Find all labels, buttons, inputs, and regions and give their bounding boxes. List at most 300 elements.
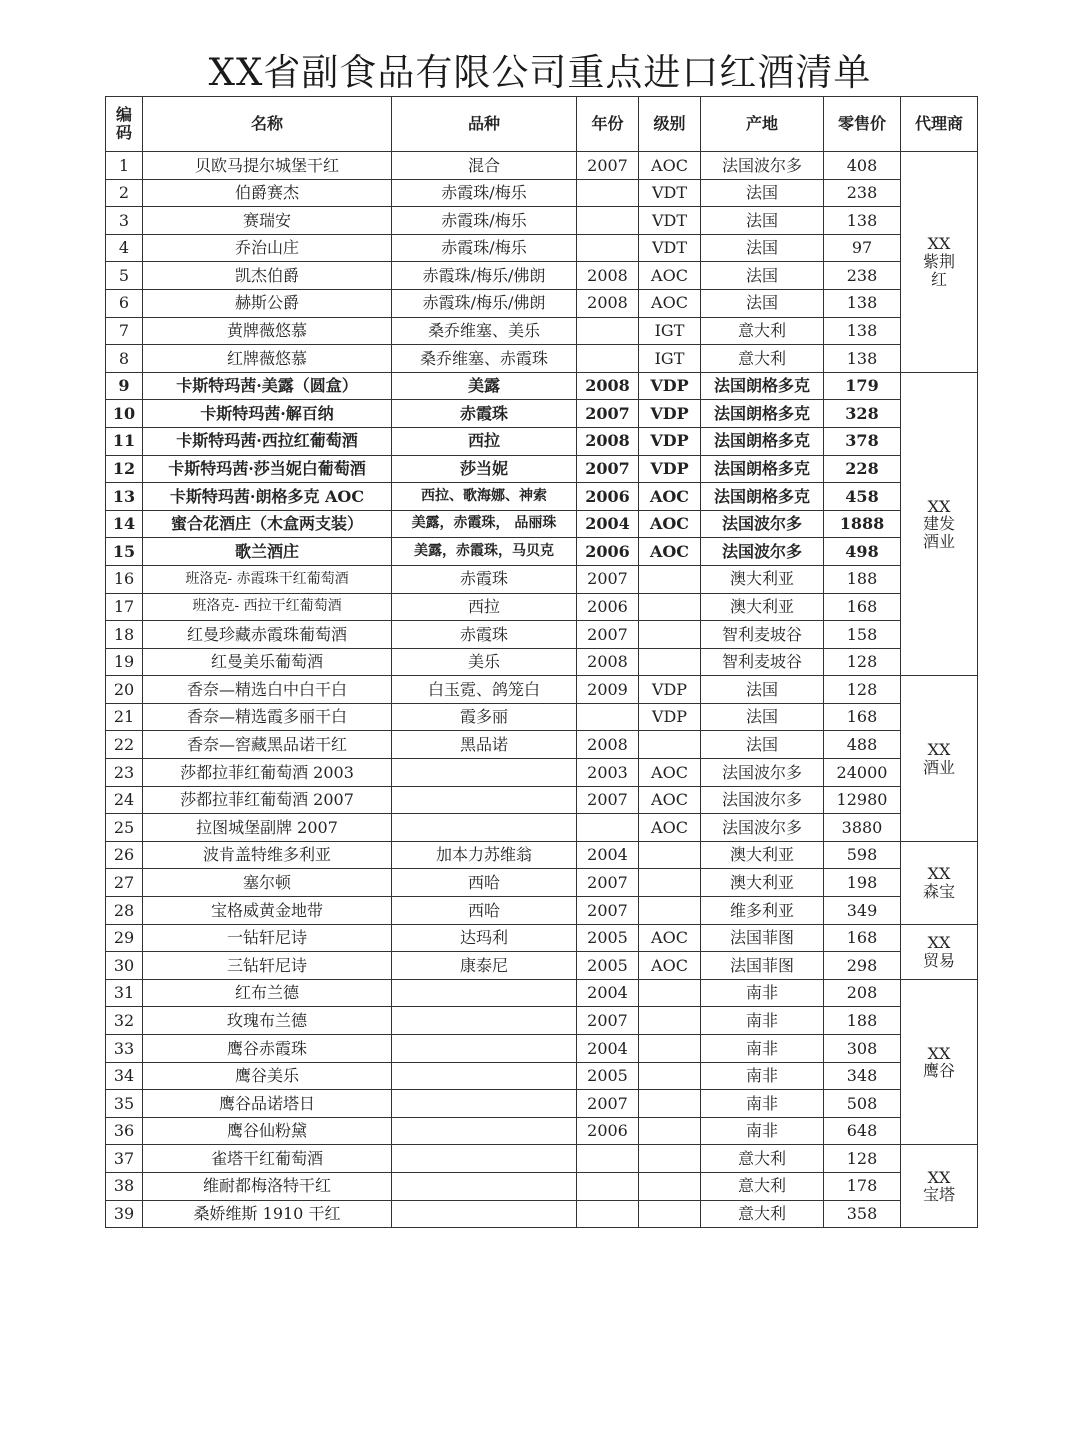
table-row [106,1145,978,1173]
cell-origin: 南非 [701,1117,824,1145]
cell-origin: 意大利 [701,1200,824,1228]
table-row [106,759,978,787]
cell-price: 24000 [824,759,901,787]
cell-origin: 南非 [701,1035,824,1063]
cell-grade [639,841,701,869]
table-row [106,1172,978,1200]
table-row [106,1062,978,1090]
cell-name: 歌兰酒庄 [143,538,392,566]
cell-origin: 法国菲图 [701,924,824,952]
cell-price: 598 [824,841,901,869]
cell-price: 348 [824,1062,901,1090]
cell-year [577,207,639,235]
cell-code: 39 [106,1200,143,1228]
cell-origin: 意大利 [701,345,824,373]
cell-variety: 霞多丽 [392,703,577,731]
agent-name-line: XX [927,864,951,884]
cell-price: 458 [824,483,901,511]
cell-name: 红牌薇悠慕 [143,345,392,373]
cell-price: 188 [824,1007,901,1035]
header-code-line2: 码 [115,123,132,142]
agent-name-line: XX [927,496,951,516]
cell-origin: 法国 [701,234,824,262]
cell-code: 36 [106,1117,143,1145]
cell-year: 2007 [577,455,639,483]
cell-code: 14 [106,510,143,538]
cell-name: 拉图城堡副牌 2007 [143,814,392,842]
agent-name-line: 酒业 [922,531,955,551]
cell-variety [392,979,577,1007]
cell-price: 128 [824,1145,901,1173]
cell-grade: VDP [639,703,701,731]
cell-code: 1 [106,152,143,180]
table-row [106,372,978,400]
cell-name: 莎都拉菲红葡萄酒 2003 [143,759,392,787]
agent-name-line: 建发 [922,514,955,534]
table-row [106,676,978,704]
cell-origin: 法国 [701,289,824,317]
cell-code: 19 [106,648,143,676]
cell-variety: 美露 [392,372,577,400]
cell-name: 三钻轩尼诗 [143,952,392,980]
cell-grade: AOC [639,289,701,317]
cell-year: 2004 [577,510,639,538]
table-row [106,289,978,317]
cell-name: 莎都拉菲红葡萄酒 2007 [143,786,392,814]
cell-year: 2003 [577,759,639,787]
cell-grade [639,1090,701,1118]
cell-price: 648 [824,1117,901,1145]
cell-variety [392,786,577,814]
cell-variety [392,1200,577,1228]
cell-price: 158 [824,621,901,649]
cell-origin: 意大利 [701,1172,824,1200]
cell-grade [639,621,701,649]
cell-agent [901,924,978,979]
cell-origin: 法国 [701,262,824,290]
cell-variety: 赤霞珠 [392,621,577,649]
cell-grade [639,1035,701,1063]
cell-year: 2005 [577,1062,639,1090]
table-row [106,593,978,621]
cell-origin: 法国朗格多克 [701,400,824,428]
table-row [106,345,978,373]
cell-variety: 西拉 [392,427,577,455]
cell-origin: 澳大利亚 [701,593,824,621]
agent-name-line: 贸易 [922,950,955,970]
cell-origin: 澳大利亚 [701,565,824,593]
table-row [106,483,978,511]
cell-name: 班洛克- 赤霞珠干红葡萄酒 [143,565,392,593]
cell-price: 97 [824,234,901,262]
cell-origin: 法国菲图 [701,952,824,980]
cell-origin: 法国 [701,676,824,704]
cell-year: 2008 [577,372,639,400]
cell-grade: AOC [639,538,701,566]
cell-origin: 南非 [701,1090,824,1118]
table-row [106,814,978,842]
cell-name: 班洛克- 西拉干红葡萄酒 [143,593,392,621]
cell-name: 贝欧马提尔城堡干红 [143,152,392,180]
cell-price: 358 [824,1200,901,1228]
cell-year: 2008 [577,427,639,455]
cell-variety: 康泰尼 [392,952,577,980]
cell-price: 168 [824,703,901,731]
cell-code: 10 [106,400,143,428]
cell-grade: AOC [639,152,701,180]
cell-grade [639,593,701,621]
cell-grade [639,1172,701,1200]
agent-name-line: 酒业 [922,757,955,777]
cell-origin: 意大利 [701,1145,824,1173]
cell-year: 2007 [577,1090,639,1118]
table-row [106,510,978,538]
table-row [106,455,978,483]
cell-code: 31 [106,979,143,1007]
cell-price: 328 [824,400,901,428]
cell-grade: AOC [639,759,701,787]
cell-origin: 南非 [701,1062,824,1090]
cell-code: 18 [106,621,143,649]
cell-year: 2008 [577,289,639,317]
header-origin: 产地 [701,97,824,152]
cell-grade: VDT [639,207,701,235]
cell-price: 128 [824,648,901,676]
cell-grade [639,565,701,593]
cell-name: 黄牌薇悠慕 [143,317,392,345]
cell-variety [392,1062,577,1090]
cell-code: 23 [106,759,143,787]
cell-variety: 加本力苏维翁 [392,841,577,869]
cell-name: 波肯盖特维多利亚 [143,841,392,869]
cell-code: 27 [106,869,143,897]
cell-variety: 混合 [392,152,577,180]
table-row [106,897,978,925]
cell-code: 11 [106,427,143,455]
page-title: XX省副食品有限公司重点进口红酒清单 [208,51,872,94]
cell-year: 2007 [577,565,639,593]
cell-code: 15 [106,538,143,566]
cell-price: 349 [824,897,901,925]
cell-code: 37 [106,1145,143,1173]
table-row [106,234,978,262]
cell-grade: VDT [639,179,701,207]
agent-name-line: XX [927,1167,951,1187]
cell-price: 408 [824,152,901,180]
cell-name: 玫瑰布兰德 [143,1007,392,1035]
cell-year: 2008 [577,648,639,676]
cell-price: 378 [824,427,901,455]
table-row [106,979,978,1007]
table-row [106,648,978,676]
cell-origin: 法国波尔多 [701,759,824,787]
cell-price: 228 [824,455,901,483]
cell-grade: AOC [639,510,701,538]
cell-variety: 西拉 [392,593,577,621]
cell-price: 1888 [824,510,901,538]
cell-grade [639,648,701,676]
cell-variety: 赤霞珠/梅乐/佛朗 [392,262,577,290]
cell-year: 2006 [577,538,639,566]
cell-agent [901,1145,978,1228]
cell-year [577,814,639,842]
cell-name: 红曼美乐葡萄酒 [143,648,392,676]
cell-year: 2007 [577,786,639,814]
cell-code: 6 [106,289,143,317]
cell-year: 2007 [577,1007,639,1035]
cell-code: 33 [106,1035,143,1063]
cell-name: 鹰谷仙粉黛 [143,1117,392,1145]
table-row [106,841,978,869]
cell-price: 488 [824,731,901,759]
cell-year: 2005 [577,952,639,980]
header-name: 名称 [143,97,392,152]
cell-year: 2007 [577,897,639,925]
table-row [106,924,978,952]
cell-grade: AOC [639,262,701,290]
cell-code: 4 [106,234,143,262]
cell-grade [639,1062,701,1090]
cell-variety [392,814,577,842]
cell-grade: AOC [639,786,701,814]
cell-origin: 法国波尔多 [701,510,824,538]
cell-code: 25 [106,814,143,842]
cell-code: 5 [106,262,143,290]
cell-name: 红曼珍藏赤霞珠葡萄酒 [143,621,392,649]
cell-code: 12 [106,455,143,483]
cell-price: 138 [824,317,901,345]
cell-code: 29 [106,924,143,952]
header-code [106,97,143,152]
cell-variety: 黑品诺 [392,731,577,759]
cell-code: 32 [106,1007,143,1035]
cell-code: 3 [106,207,143,235]
cell-origin: 法国波尔多 [701,152,824,180]
cell-name: 赫斯公爵 [143,289,392,317]
cell-price: 138 [824,207,901,235]
cell-grade: VDT [639,234,701,262]
table-row [106,262,978,290]
cell-variety [392,1145,577,1173]
cell-grade [639,1200,701,1228]
cell-year: 2004 [577,841,639,869]
cell-grade [639,869,701,897]
cell-origin: 澳大利亚 [701,869,824,897]
cell-grade: VDP [639,676,701,704]
cell-price: 128 [824,676,901,704]
table-header-row [106,97,978,152]
table-row [106,207,978,235]
cell-origin: 南非 [701,1007,824,1035]
cell-variety: 西拉、歌海娜、神索 [392,483,577,511]
cell-agent [901,372,978,676]
cell-grade [639,979,701,1007]
cell-name: 一钻轩尼诗 [143,924,392,952]
cell-variety [392,759,577,787]
cell-variety: 桑乔维塞、美乐 [392,317,577,345]
cell-name: 鹰谷赤霞珠 [143,1035,392,1063]
cell-name: 伯爵赛杰 [143,179,392,207]
cell-agent [901,979,978,1145]
cell-variety: 西哈 [392,869,577,897]
table-row [106,703,978,731]
agent-name-line: 宝塔 [922,1185,955,1205]
cell-year: 2007 [577,400,639,428]
cell-price: 238 [824,262,901,290]
cell-code: 35 [106,1090,143,1118]
cell-name: 宝格威黄金地带 [143,897,392,925]
cell-year: 2006 [577,593,639,621]
cell-name: 乔治山庄 [143,234,392,262]
cell-name: 卡斯特玛茜·西拉红葡萄酒 [143,427,392,455]
table-row [106,179,978,207]
cell-variety [392,1117,577,1145]
cell-grade: AOC [639,952,701,980]
cell-price: 178 [824,1172,901,1200]
cell-grade [639,1145,701,1173]
agent-name-line: 森宝 [922,881,955,901]
cell-grade: IGT [639,317,701,345]
table-row [106,1035,978,1063]
cell-grade: IGT [639,345,701,373]
cell-name: 桑娇维斯 1910 干红 [143,1200,392,1228]
header-year: 年份 [577,97,639,152]
cell-code: 24 [106,786,143,814]
cell-origin: 智利麦坡谷 [701,621,824,649]
cell-variety: 白玉霓、鸽笼白 [392,676,577,704]
cell-grade: AOC [639,924,701,952]
cell-year: 2005 [577,924,639,952]
cell-agent [901,841,978,924]
table-row [106,400,978,428]
cell-year: 2004 [577,1035,639,1063]
cell-year: 2007 [577,621,639,649]
cell-code: 13 [106,483,143,511]
cell-year: 2007 [577,869,639,897]
cell-name: 维耐都梅洛特干红 [143,1172,392,1200]
cell-year: 2006 [577,483,639,511]
agent-name-line: 鹰谷 [922,1061,955,1081]
cell-name: 香奈—精选白中白干白 [143,676,392,704]
cell-name: 鹰谷品诺塔日 [143,1090,392,1118]
cell-name: 卡斯特玛茜·莎当妮白葡萄酒 [143,455,392,483]
cell-code: 9 [106,372,143,400]
cell-year: 2008 [577,731,639,759]
cell-year [577,703,639,731]
cell-agent [901,676,978,842]
cell-origin: 南非 [701,979,824,1007]
cell-year [577,1200,639,1228]
cell-year [577,317,639,345]
cell-code: 26 [106,841,143,869]
cell-origin: 法国朗格多克 [701,372,824,400]
agent-name-line: 紫荆 [922,252,955,272]
cell-variety: 美露，赤霞珠，马贝克 [392,538,577,566]
cell-origin: 维多利亚 [701,897,824,925]
cell-price: 498 [824,538,901,566]
table-body [106,152,978,1228]
header-variety: 品种 [392,97,577,152]
cell-variety: 赤霞珠 [392,400,577,428]
cell-name: 雀塔干红葡萄酒 [143,1145,392,1173]
cell-origin: 法国波尔多 [701,814,824,842]
cell-name: 凯杰伯爵 [143,262,392,290]
cell-year: 2009 [577,676,639,704]
cell-origin: 法国朗格多克 [701,483,824,511]
table-row [106,952,978,980]
cell-price: 168 [824,924,901,952]
cell-grade [639,1007,701,1035]
agent-name-line: 红 [930,269,947,289]
header-agent: 代理商 [901,97,978,152]
cell-name: 香奈—窖藏黑品诺干红 [143,731,392,759]
cell-grade: VDP [639,455,701,483]
cell-year: 2004 [577,979,639,1007]
cell-origin: 法国波尔多 [701,538,824,566]
cell-origin: 法国波尔多 [701,786,824,814]
cell-variety: 美露，赤霞珠， 品丽珠 [392,510,577,538]
cell-code: 34 [106,1062,143,1090]
cell-grade: VDP [639,427,701,455]
header-code-line1: 编 [115,105,132,125]
table-row [106,538,978,566]
cell-agent [901,152,978,373]
table-row [106,1007,978,1035]
cell-variety: 西哈 [392,897,577,925]
table-row [106,565,978,593]
cell-code: 21 [106,703,143,731]
table-row [106,152,978,180]
cell-name: 卡斯特玛茜·朗格多克 AOC [143,483,392,511]
cell-price: 238 [824,179,901,207]
cell-price: 168 [824,593,901,621]
cell-code: 28 [106,897,143,925]
cell-name: 蜜合花酒庄（木盒两支装） [143,510,392,538]
cell-year: 2008 [577,262,639,290]
cell-grade [639,731,701,759]
cell-variety: 赤霞珠/梅乐 [392,234,577,262]
cell-year [577,1172,639,1200]
cell-origin: 法国 [701,207,824,235]
cell-code: 30 [106,952,143,980]
cell-code: 2 [106,179,143,207]
cell-origin: 法国 [701,179,824,207]
table-row [106,1200,978,1228]
header-grade: 级别 [639,97,701,152]
cell-price: 508 [824,1090,901,1118]
cell-year [577,234,639,262]
cell-name: 鹰谷美乐 [143,1062,392,1090]
cell-origin: 澳大利亚 [701,841,824,869]
cell-grade: VDP [639,372,701,400]
cell-grade: VDP [639,400,701,428]
cell-variety: 桑乔维塞、赤霞珠 [392,345,577,373]
cell-name: 赛瑞安 [143,207,392,235]
cell-name: 卡斯特玛茜·美露（圆盒） [143,372,392,400]
cell-variety: 美乐 [392,648,577,676]
cell-origin: 法国 [701,731,824,759]
cell-year [577,345,639,373]
cell-price: 298 [824,952,901,980]
cell-code: 7 [106,317,143,345]
cell-price: 198 [824,869,901,897]
table-row [106,317,978,345]
cell-code: 20 [106,676,143,704]
cell-year: 2006 [577,1117,639,1145]
cell-grade [639,1117,701,1145]
table-row [106,427,978,455]
cell-variety: 莎当妮 [392,455,577,483]
